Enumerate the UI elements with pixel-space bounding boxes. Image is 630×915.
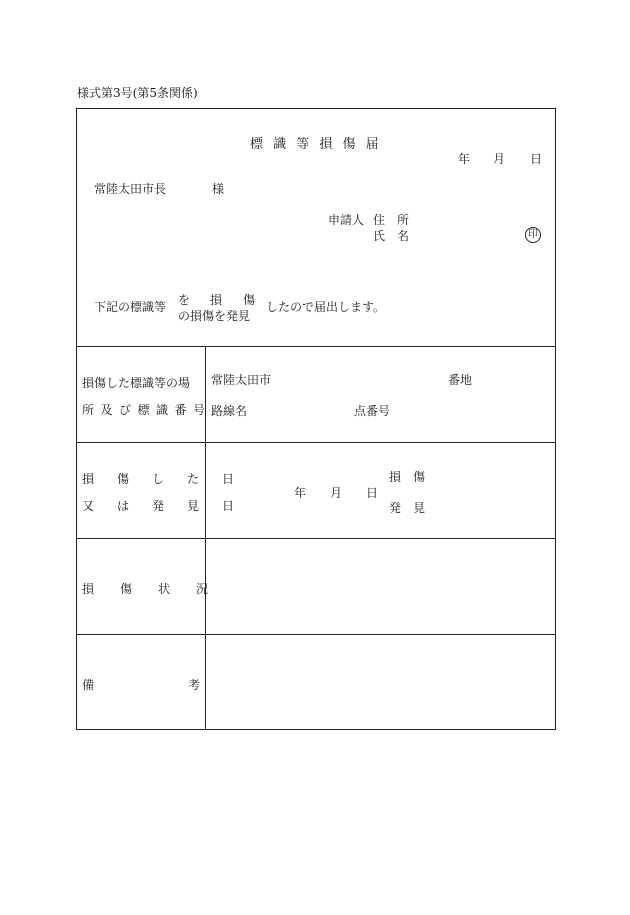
incident-year-label: 年 bbox=[294, 486, 307, 500]
statement-option1-word2: 傷 bbox=[243, 293, 256, 307]
name-label: 氏 名 bbox=[373, 229, 410, 243]
route-name-label: 路線名 bbox=[211, 404, 248, 418]
divider-date bbox=[76, 538, 556, 539]
form-number: 様式第3号(第5条関係) bbox=[77, 86, 198, 100]
divider-location bbox=[76, 442, 556, 443]
discovery-option: 発 見 bbox=[389, 501, 426, 515]
statement-option2: の損傷を発見 bbox=[178, 309, 251, 323]
applicant-label: 申請人 bbox=[328, 213, 365, 227]
statement-prefix: 下記の標識等 bbox=[94, 300, 167, 314]
location-banchi: 番地 bbox=[448, 373, 473, 387]
incident-month-label: 月 bbox=[330, 486, 343, 500]
incident-day-label: 日 bbox=[366, 486, 379, 500]
date-day-label: 日 bbox=[530, 152, 543, 166]
seal-icon: 印 bbox=[525, 227, 541, 243]
location-label-line2: 所及び標識番号 bbox=[82, 403, 212, 417]
date-year-label: 年 bbox=[458, 152, 471, 166]
remarks-label: 備考 bbox=[82, 678, 295, 692]
form-frame bbox=[76, 108, 556, 730]
divider-header bbox=[76, 346, 556, 347]
address-label: 住 所 bbox=[373, 213, 410, 227]
location-label-line1: 損傷した標識等の場 bbox=[82, 376, 191, 390]
damage-option: 損 傷 bbox=[389, 470, 426, 484]
point-number-label: 点番号 bbox=[354, 404, 391, 418]
form-title: 標 識 等 損 傷 届 bbox=[250, 137, 382, 152]
statement-suffix: したので届出します。 bbox=[266, 300, 386, 314]
addressee: 常陸太田市長 bbox=[94, 182, 167, 196]
location-city: 常陸太田市 bbox=[211, 373, 272, 387]
date-label-line2: 又は発見日 bbox=[82, 499, 258, 513]
statement-option1-particle: を bbox=[178, 293, 191, 307]
statement-option1-word1: 損 bbox=[210, 293, 223, 307]
condition-label: 損傷状況 bbox=[82, 582, 235, 596]
date-label-line1: 損傷した日 bbox=[82, 472, 258, 486]
honorific: 様 bbox=[212, 182, 225, 196]
divider-condition bbox=[76, 634, 556, 635]
date-month-label: 月 bbox=[493, 152, 506, 166]
